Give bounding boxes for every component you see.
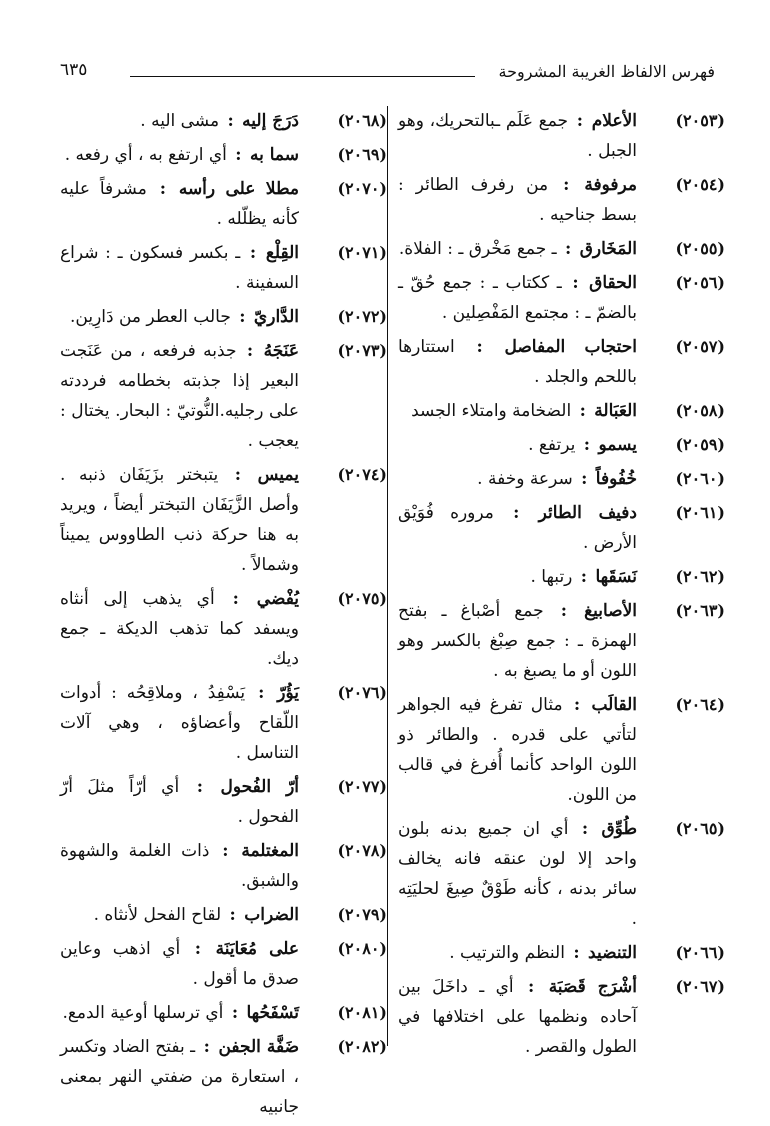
entry-text xyxy=(398,170,637,230)
entry-term: يَؤُرّ xyxy=(277,683,300,703)
entry-separator: : xyxy=(579,401,586,421)
entry-text xyxy=(60,900,299,930)
entry-definition: أي اذهب وعاين صدق ما أقول . xyxy=(60,939,299,989)
entry-term: الحقاق xyxy=(589,273,638,293)
glossary-entry xyxy=(60,336,387,456)
entry-definition: أي أرّاً مثلَ أرّ الفحول . xyxy=(60,777,299,827)
entry-number: (٢٠٦١) xyxy=(675,503,725,522)
entry-term: تَسْفَحُها xyxy=(246,1003,299,1023)
glossary-entry xyxy=(60,140,387,170)
entry-separator: : xyxy=(581,819,589,839)
glossary-entry xyxy=(398,464,725,494)
entry-text xyxy=(60,678,299,768)
entry-number: (٢٠٦٢) xyxy=(675,567,725,586)
glossary-entry xyxy=(60,106,387,136)
entry-text xyxy=(60,836,299,896)
glossary-entry xyxy=(60,772,387,832)
glossary-entry xyxy=(398,268,725,328)
entry-term: يسمو xyxy=(598,435,637,455)
entry-separator: : xyxy=(246,341,254,361)
entry-definition: جمع أصْباغ ـ بفتح الهمزة ـ : جمع صِبْغ بالكسر وهو اللون أو ما يصبغ به . xyxy=(398,601,637,681)
entry-number: (٢٠٥٨) xyxy=(675,401,725,420)
glossary-entry xyxy=(398,234,725,264)
entry-text xyxy=(398,430,637,460)
entry-term: أشْرَج قَصَبَة xyxy=(548,977,638,997)
entry-separator: : xyxy=(159,179,166,199)
entry-separator: : xyxy=(227,111,234,131)
entry-term: المغتلمة xyxy=(241,841,299,861)
entry-definition: لقاح الفحل لأنثاه . xyxy=(93,905,222,925)
entry-term: أرّ الفُحول xyxy=(220,777,300,797)
entry-separator: : xyxy=(580,567,588,587)
entry-definition: ـ بفتح الضاد وتكسر ، استعارة من ضفتي النهر بمعنى جانبيه xyxy=(60,1037,299,1117)
entry-number: (٢٠٧٨) xyxy=(337,841,387,860)
entry-number: (٢٠٨١) xyxy=(337,1003,387,1022)
entry-definition: أي ترسلها أوعية الدمع. xyxy=(62,1003,224,1023)
glossary-entry xyxy=(398,106,725,166)
entry-number: (٢٠٧٢) xyxy=(337,307,387,326)
entry-text xyxy=(398,938,637,968)
entry-number: (٢٠٥٦) xyxy=(675,273,725,292)
glossary-entry xyxy=(60,174,387,234)
entry-separator: : xyxy=(239,307,246,327)
entry-number: (٢٠٧٤) xyxy=(337,465,387,484)
entry-definition: مشى اليه . xyxy=(140,111,220,131)
column-divider xyxy=(387,106,388,1046)
entry-definition: استتارها باللحم والجلد . xyxy=(398,337,637,387)
entry-number: (٢٠٥٥) xyxy=(675,239,725,258)
glossary-entry xyxy=(398,972,725,1062)
entry-text xyxy=(398,562,637,592)
entry-definition: مروره فُوَيْق الأرض . xyxy=(398,503,637,553)
entry-separator: : xyxy=(203,1037,210,1057)
entry-number: (٢٠٦٨) xyxy=(337,111,387,130)
entry-text xyxy=(60,238,299,298)
entry-definition: ـ ككتاب ـ : جمع حُقّ ـ بالضمّ ـ : مجتمع المَفْصِلين . xyxy=(398,273,637,323)
entry-number: (٢٠٥٣) xyxy=(675,111,725,130)
entry-number: (٢٠٧٠) xyxy=(337,179,387,198)
entry-separator: : xyxy=(563,175,570,195)
entry-separator: : xyxy=(476,337,483,357)
entry-definition: مشرفاً عليه كأنه يظلّله . xyxy=(60,179,299,229)
entry-separator: : xyxy=(583,435,591,455)
entry-definition: يتبختر بزَيَفَان ذنبه . وأصل الزَّيَفَان التبختر أيضاً ، ويريد به هنا حركة ذنب الطاووس يميناً وشمالاً . xyxy=(60,465,299,575)
entry-text xyxy=(398,972,637,1062)
entry-number: (٢٠٧٦) xyxy=(337,683,387,702)
glossary-entry xyxy=(60,900,387,930)
entry-term: دَرَجَ إليه xyxy=(242,111,299,131)
entry-separator: : xyxy=(235,145,242,165)
entry-number: (٢٠٥٧) xyxy=(675,337,725,356)
entry-term: خُفُوفاً xyxy=(595,469,637,489)
entry-definition: يَسْفِدُ ، وملاقِحُه : أدوات اللّقاح وأعضاؤه ، وهي آلات التناسل . xyxy=(60,683,299,763)
entry-term: الأصابيغ xyxy=(584,601,638,621)
entry-separator: : xyxy=(234,465,242,485)
running-title: فهرس الالفاظ الغريبة المشروحة xyxy=(498,62,715,81)
entry-term: على مُعَايَنَة xyxy=(215,939,300,959)
entry-definition: ـ بكسر فسكون ـ : شراع السفينة . xyxy=(60,243,299,293)
entry-definition: أي ان جميع بدنه بلون واحد إلا لون عنقه فانه يخالف سائر بدنه ، كأنه طَوْقٌ صِيغَ لحليَتِه . xyxy=(398,819,637,929)
entry-definition: الضخامة وامتلاء الجسد xyxy=(411,401,572,421)
entry-text xyxy=(398,268,637,328)
entry-definition: ـ جمع مَخْرق ـ : الفلاة. xyxy=(398,239,557,259)
entry-separator: : xyxy=(572,273,579,293)
entry-text xyxy=(398,498,637,558)
header-rule xyxy=(130,76,475,77)
entry-separator: : xyxy=(249,243,257,263)
glossary-entry xyxy=(398,562,725,592)
entry-text xyxy=(60,998,299,1028)
entry-separator: : xyxy=(222,841,229,861)
entry-number: (٢٠٦٧) xyxy=(675,977,725,996)
entry-text xyxy=(398,596,637,686)
entry-text xyxy=(398,464,637,494)
glossary-entry xyxy=(398,170,725,230)
entry-definition: مثال تفرغ فيه الجواهر لتأتي على قدره . والطائر ذو اللون الواحد كأنما أُفرغ في قالب من اللون. xyxy=(398,695,637,805)
entry-definition: جمع عَلَم ـبالتحريك، وهو الجبل . xyxy=(398,111,637,161)
entry-term: القِلْع xyxy=(265,243,300,263)
entry-number: (٢٠٦٩) xyxy=(337,145,387,164)
entry-term: عَنَجَهُ xyxy=(263,341,300,361)
glossary-entry xyxy=(398,814,725,934)
entry-definition: أي ـ داخَلَ بين آحاده ونظمها على اختلافها في الطول والقصر . xyxy=(398,977,637,1057)
entry-separator: : xyxy=(573,943,580,963)
entry-text xyxy=(398,814,637,934)
entry-text xyxy=(60,772,299,832)
glossary-entry xyxy=(60,302,387,332)
entry-term: مرفوفة xyxy=(584,175,638,195)
entry-text xyxy=(398,396,637,426)
entry-term: المَخَارق xyxy=(579,239,637,259)
entry-text xyxy=(60,302,299,332)
entry-text xyxy=(60,1032,299,1122)
entry-definition: سرعة وخفة . xyxy=(477,469,573,489)
entry-text xyxy=(60,336,299,456)
entry-number: (٢٠٨٢) xyxy=(337,1037,387,1056)
entry-term: طُوِّق xyxy=(601,819,637,839)
entry-number: (٢٠٨٠) xyxy=(337,939,387,958)
glossary-entry xyxy=(60,238,387,298)
entry-number: (٢٠٦٤) xyxy=(675,695,725,714)
entry-definition: النظم والترتيب . xyxy=(449,943,565,963)
entry-separator: : xyxy=(528,977,535,997)
entry-number: (٢٠٧١) xyxy=(337,243,387,262)
entry-term: القالَب xyxy=(591,695,638,715)
entry-number: (٢٠٧٧) xyxy=(337,777,387,796)
entry-term: التنضيد xyxy=(588,943,637,963)
entry-text xyxy=(60,934,299,994)
entry-term: نَسَقَها xyxy=(595,567,637,587)
entry-separator: : xyxy=(513,503,520,523)
entry-definition: أي ارتفع به ، أي رفعه . xyxy=(64,145,227,165)
entry-separator: : xyxy=(231,1003,239,1023)
glossary-entry xyxy=(60,836,387,896)
entry-definition: ذات الغلمة والشهوة والشبق. xyxy=(60,841,299,891)
entry-text xyxy=(398,106,637,166)
entry-term: احتجاب المفاصل xyxy=(504,337,638,357)
entry-definition: رتبها . xyxy=(530,567,573,587)
entry-term: الضراب xyxy=(244,905,299,925)
glossary-entry xyxy=(398,690,725,810)
glossary-entry xyxy=(60,678,387,768)
entry-separator: : xyxy=(229,905,236,925)
entry-term: دفيف الطائر xyxy=(538,503,637,523)
entry-definition: أي يذهب إلى أنثاه ويسفد كما تذهب الديكة ـ جمع ديك. xyxy=(60,589,299,669)
entry-number: (٢٠٧٥) xyxy=(337,589,387,608)
entry-separator: : xyxy=(232,589,239,609)
entry-text xyxy=(398,332,637,392)
entry-term: سما به xyxy=(249,145,299,165)
entry-number: (٢٠٧٣) xyxy=(337,341,387,360)
right-column xyxy=(398,106,725,1066)
entry-term: يميس xyxy=(257,465,299,485)
page-number: ٦٣٥ xyxy=(60,60,88,80)
glossary-entry xyxy=(60,460,387,580)
entry-term: الدَّاريّ xyxy=(253,307,299,327)
glossary-entry xyxy=(398,498,725,558)
entry-separator: : xyxy=(560,601,567,621)
entry-text xyxy=(398,690,637,810)
entry-definition: جالب العطر من دَارِين. xyxy=(70,307,231,327)
glossary-entry xyxy=(398,430,725,460)
entry-text xyxy=(60,106,299,136)
entry-text xyxy=(60,140,299,170)
glossary-entry xyxy=(398,396,725,426)
page-header xyxy=(60,58,715,94)
entry-separator: : xyxy=(581,469,588,489)
entry-separator: : xyxy=(565,239,572,259)
left-column xyxy=(60,106,387,1126)
entry-number: (٢٠٦٥) xyxy=(675,819,725,838)
entry-definition: يرتفع . xyxy=(528,435,576,455)
entry-separator: : xyxy=(258,683,265,703)
glossary-entry xyxy=(60,584,387,674)
entry-number: (٢٠٧٩) xyxy=(337,905,387,924)
glossary-entry xyxy=(60,934,387,994)
entry-term: العَبَالة xyxy=(594,401,637,421)
entry-number: (٢٠٦٦) xyxy=(675,943,725,962)
glossary-entry xyxy=(398,938,725,968)
glossary-entry xyxy=(60,998,387,1028)
entry-separator: : xyxy=(194,939,202,959)
entry-term: يُفْضي xyxy=(256,589,300,609)
glossary-entry xyxy=(398,596,725,686)
entry-separator: : xyxy=(576,111,584,131)
entry-number: (٢٠٦٣) xyxy=(675,601,725,620)
glossary-entry xyxy=(60,1032,387,1122)
entry-number: (٢٠٦٠) xyxy=(675,469,725,488)
entry-number: (٢٠٥٤) xyxy=(675,175,725,194)
entry-text xyxy=(60,460,299,580)
entry-separator: : xyxy=(573,695,581,715)
entry-text xyxy=(60,584,299,674)
entry-separator: : xyxy=(196,777,203,797)
entry-definition: جذبه فرفعه ، من عَنَجت البعير إذا جذبته بخطامه فرددته على رجليه.النُّوتيّ : البحار. يختال : يعجب . xyxy=(60,341,299,451)
entry-term: الأعلام xyxy=(591,111,638,131)
entry-term: مطلا على رأسه xyxy=(178,179,299,199)
entry-definition: من رفرف الطائر : بسط جناحيه . xyxy=(398,175,637,225)
entry-term: ضَفَّة الجفن xyxy=(218,1037,300,1057)
glossary-entry xyxy=(398,332,725,392)
entry-text xyxy=(398,234,637,264)
entry-number: (٢٠٥٩) xyxy=(675,435,725,454)
entry-text xyxy=(60,174,299,234)
